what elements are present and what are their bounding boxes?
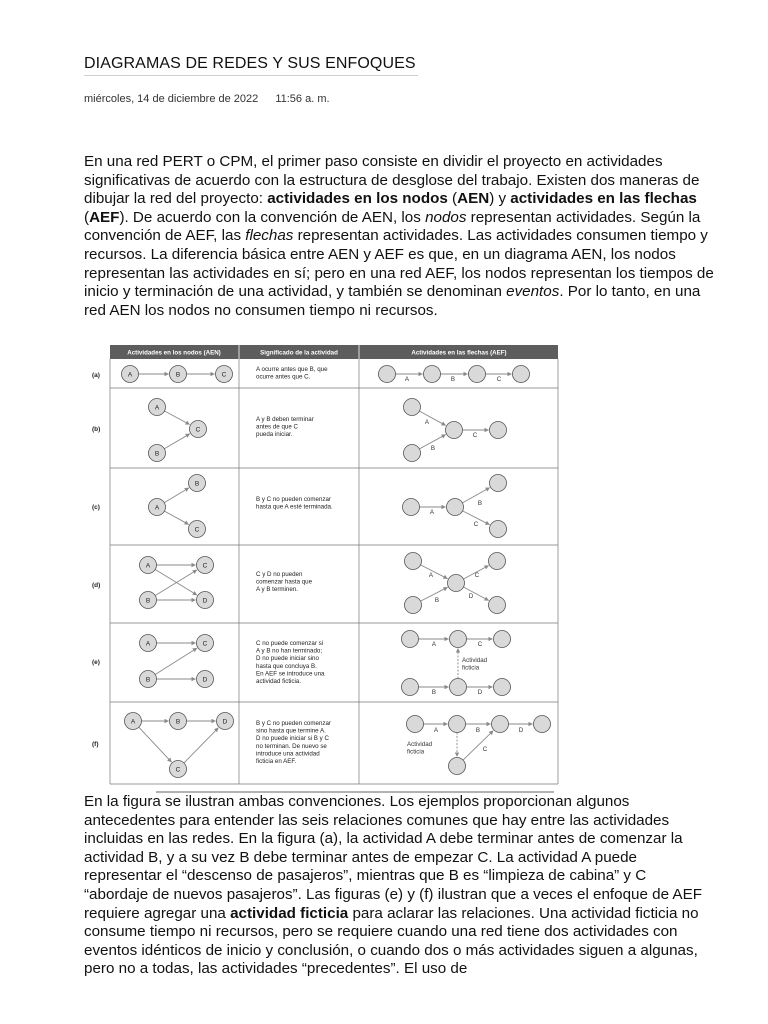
text-run: En una red PERT o CPM, el primer paso consiste en dividir el proyecto en actividades significativas de acuerdo con la estructura de desglose del trabajo. Existen dos maneras de dibujar la red del proyecto: (84, 153, 700, 208)
dummy-activity-label: ficticia (407, 748, 425, 756)
aef-event (492, 716, 509, 733)
aef-event (450, 631, 467, 648)
aen-node-b-label: B (145, 676, 151, 684)
dummy-activity-label: Actividad (407, 741, 433, 748)
relation-description: introduce una actividad (256, 750, 320, 758)
arrow-label: C (474, 572, 480, 579)
paragraph-intro (84, 153, 714, 320)
arrow-label: D (477, 689, 483, 696)
arrow-label: B (431, 689, 437, 696)
activity-arrow (419, 411, 445, 425)
aef-event (494, 679, 511, 696)
aen-node-a-label: A (130, 718, 136, 726)
text-run: representan actividades. Las actividades consumen tiempo y recursos. La diferencia básica entre AEN y AEF es que, en un diagrama AEN, los nodos representan las actividades en sí; pero en una red AEF, los nodos representan los tiempos de inicio y terminación de una actividad, y también se denominan (84, 227, 714, 301)
paragraph-explanation (84, 793, 714, 979)
header-meaning: Significado de la actividad (260, 349, 338, 357)
relation-description: ocurre antes que C. (256, 373, 311, 381)
text-run: representan actividades. Según la convención de AEF, las (84, 208, 701, 245)
aef-event (405, 597, 422, 614)
activity-arrow (164, 434, 189, 449)
text-run: ). De acuerdo con la convención de AEN, los (119, 208, 426, 226)
relation-description: comenzar hasta que (256, 578, 313, 586)
aen-node-c-label: C (221, 371, 227, 379)
text-run: . Por lo tanto, en una red AEN los nodos no consumen tiempo ni recursos. (84, 283, 701, 319)
bold-term: actividad ficticia (230, 904, 349, 922)
aef-event (407, 716, 424, 733)
aef-event (404, 445, 421, 462)
arrow-label: B (434, 597, 440, 604)
page-date: miércoles, 14 de diciembre de 2022 (84, 93, 259, 105)
text-run: En la figura se ilustran ambas convenciones. Los ejemplos proporcionan algunos antecedentes para entender las seis relaciones comunes que hay entre las actividades incluidas en las redes. En la figura (a), la actividad A debe terminar antes de comenzar la actividad B, y a su vez B debe terminar antes de empezar C. La actividad A puede representar el “descenso de pasajeros”, mientras que B es “limpieza de cabina” y C “abordaje de nuevos pasajeros”. Las figuras (e) y (f) ilustran que a veces el enfoque de AEF requiere agregar una (84, 793, 702, 922)
relation-description: B y C no pueden comenzar (256, 496, 331, 503)
relation-description: En AEF se introduce una (256, 670, 325, 678)
aen-node-a-label: A (154, 504, 160, 512)
dummy-activity-label: ficticia (462, 664, 480, 672)
italic-term: eventos (506, 283, 560, 301)
arrow-label: D (518, 727, 524, 734)
bold-term: AEN (457, 190, 490, 208)
aen-node-d-label: D (222, 718, 228, 726)
aef-event (404, 399, 421, 416)
arrow-label: A (424, 419, 430, 426)
aef-event (489, 597, 506, 614)
aef-event (448, 575, 465, 592)
aen-node-d-label: D (202, 597, 208, 605)
network-diagram-figure (84, 339, 562, 795)
aen-node-b-label: B (154, 450, 160, 458)
activity-arrow (139, 727, 172, 762)
activity-arrow (463, 587, 488, 600)
aen-node-a-label: A (145, 562, 151, 570)
arrow-label: B (475, 727, 481, 734)
italic-term: flechas (245, 227, 294, 245)
aef-event (379, 366, 396, 383)
activity-arrow (164, 411, 189, 424)
activity-arrow (462, 488, 489, 503)
relation-description: hasta que A esté terminada. (256, 503, 333, 511)
text-run: ( (447, 190, 458, 208)
arrow-label: D (468, 593, 474, 600)
relation-description: hasta que concluya B. (256, 662, 317, 670)
header-aen: Actividades en los nodos (AEN) (127, 349, 221, 357)
activity-arrow (184, 728, 218, 763)
row-label-b: (b) (92, 426, 101, 433)
aen-node-a-label: A (127, 371, 133, 379)
aef-event (490, 521, 507, 538)
relation-description: actividad ficticia. (256, 678, 302, 685)
aen-node-c-label: C (175, 766, 181, 774)
aef-event (424, 366, 441, 383)
relation-description: sino hasta que termine A. (256, 727, 326, 735)
aef-event (402, 631, 419, 648)
arrow-label: A (429, 509, 435, 516)
relation-description: C y D no pueden (256, 571, 303, 578)
page-title: DIAGRAMAS DE REDES Y SUS ENFOQUES (84, 55, 416, 72)
activity-arrow (421, 565, 448, 579)
relation-description: A y B deben terminar (256, 416, 314, 423)
relation-description: pueda iniciar. (256, 431, 293, 439)
aen-node-d-label: D (202, 676, 208, 684)
aef-event (449, 716, 466, 733)
relation-description: antes de que C (256, 423, 298, 431)
text-run: ) y (489, 190, 511, 208)
bold-term: actividades en las flechas (510, 190, 697, 208)
italic-term: nodos (425, 208, 467, 226)
arrow-label: C (472, 432, 478, 439)
arrow-label: A (431, 641, 437, 648)
aef-event (489, 553, 506, 570)
aef-event (490, 422, 507, 439)
arrow-label: B (450, 376, 456, 383)
aen-node-c-label: C (202, 640, 208, 648)
activity-arrow (463, 731, 493, 760)
text-run: ( (84, 208, 90, 226)
row-label-f: (f) (92, 741, 99, 748)
relation-description: A y B no han terminado; (256, 647, 323, 655)
aef-event (447, 499, 464, 516)
arrow-label: A (404, 376, 410, 383)
row-label-a: (a) (92, 372, 100, 379)
aen-node-c-label: C (202, 562, 208, 570)
arrow-label: C (473, 521, 479, 528)
aef-event (494, 631, 511, 648)
arrow-label: B (477, 500, 483, 507)
dummy-activity-label: Actividad (462, 657, 488, 664)
aen-node-a-label: A (154, 404, 160, 412)
bold-term: actividades en los nodos (267, 190, 448, 208)
arrow-label: C (482, 746, 488, 753)
activity-arrow (164, 488, 189, 503)
aen-node-b-label: B (175, 718, 181, 726)
page-timestamp (84, 93, 330, 105)
aen-node-b-label: B (175, 371, 181, 379)
relation-description: A y B terminen. (256, 586, 298, 594)
aef-event (469, 366, 486, 383)
header-aef: Actividades en las flechas (AEF) (411, 349, 507, 357)
aef-event (403, 499, 420, 516)
aef-event (450, 679, 467, 696)
relation-description: C no puede comenzar si (256, 640, 324, 647)
aef-event (513, 366, 530, 383)
title-divider (84, 75, 418, 76)
aen-node-b-label: B (194, 480, 200, 488)
activity-arrow (164, 511, 188, 524)
arrow-label: A (428, 572, 434, 579)
aen-node-c-label: C (195, 426, 201, 434)
arrow-label: C (496, 376, 502, 383)
relation-description: D no puede iniciar sino (256, 655, 319, 663)
aef-event (405, 553, 422, 570)
text-run: para aclarar las relaciones. Una actividad ficticia no consume tiempo ni recursos, pero se requiere cuando una red tiene dos actividades con eventos idénticos de inicio y conclusión, o cuando dos o más actividades siguen a algunas, pero no a todas, las actividades “precedentes”. El uso de (84, 904, 699, 978)
row-label-e: (e) (92, 659, 100, 666)
aen-node-b-label: B (145, 597, 151, 605)
relation-description: A ocurre antes que B, que (256, 366, 328, 373)
aef-event (446, 422, 463, 439)
arrow-label: C (477, 641, 483, 648)
page-time: 11:56 a. m. (275, 93, 330, 105)
row-label-c: (c) (92, 504, 100, 511)
relation-description: D no puede iniciar si B y C (256, 735, 329, 743)
arrow-label: B (430, 445, 436, 452)
arrow-label: A (433, 727, 439, 734)
aef-event (534, 716, 551, 733)
bold-term: AEF (89, 208, 120, 226)
aef-event (402, 679, 419, 696)
aen-node-a-label: A (145, 640, 151, 648)
aef-event (490, 475, 507, 492)
activity-arrow (155, 648, 197, 674)
aef-event (449, 758, 466, 775)
relation-description: ficticia en AEF. (256, 758, 297, 765)
relation-description: no terminan. De nuevo se (256, 742, 327, 750)
row-label-d: (d) (92, 582, 101, 589)
aen-node-c-label: C (194, 526, 200, 534)
relation-description: B y C no pueden comenzar (256, 720, 331, 727)
